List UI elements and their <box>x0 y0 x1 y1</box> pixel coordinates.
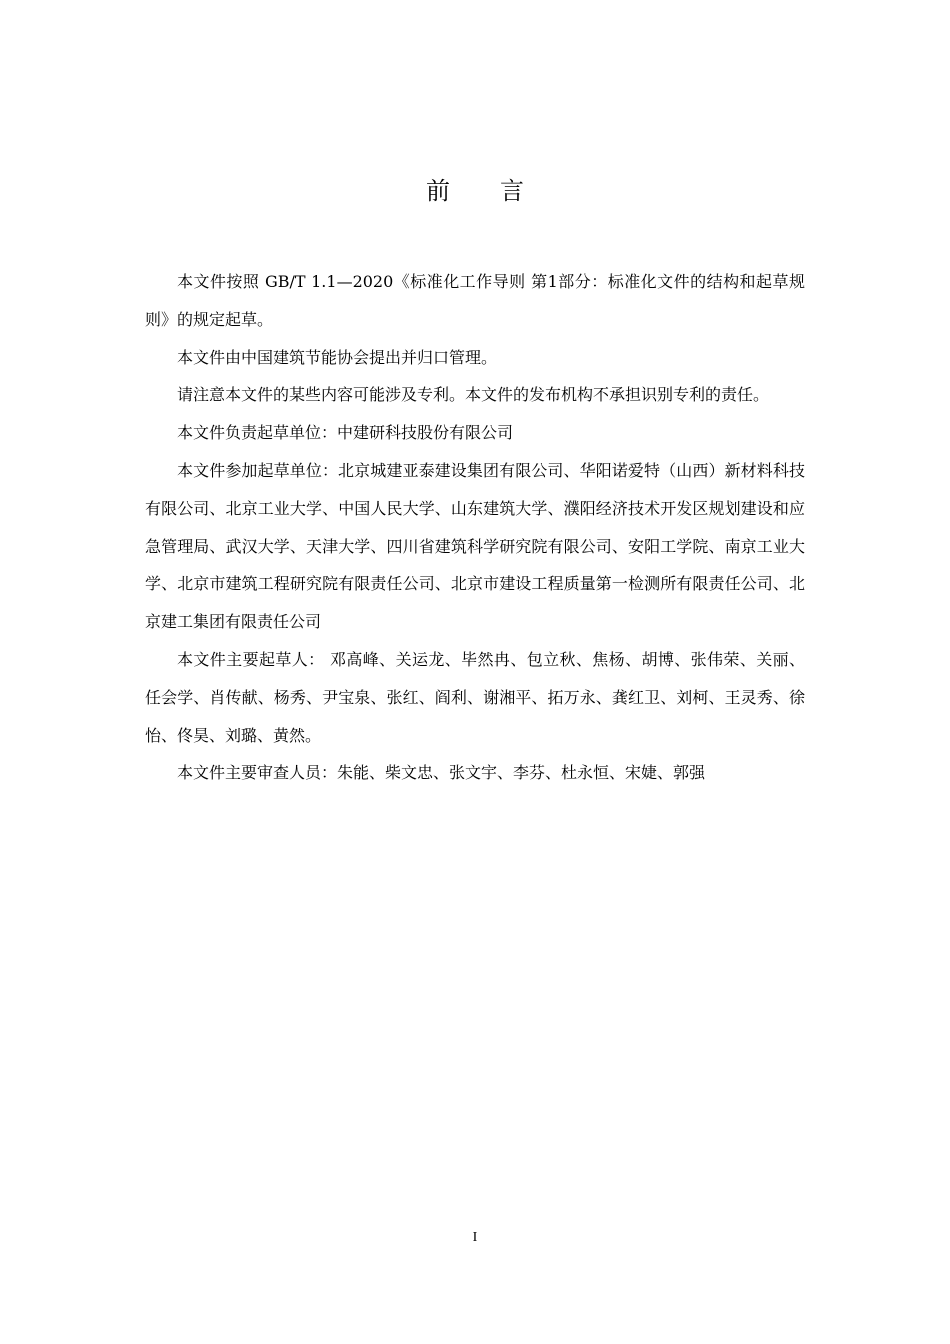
paragraph-participating-drafters: 本文件参加起草单位：北京城建亚泰建设集团有限公司、华阳诺爱特（山西）新材料科技有限公司、北京工业大学、中国人民大学、山东建筑大学、濮阳经济技术开发区规划建设和应急管理局、武汉大学、天津大学、四川省建筑科学研究院有限公司、安阳工学院、南京工业大学、北京市建筑工程研究院有限责任公司、北京市建设工程质量第一检测所有限责任公司、北京建工集团有限责任公司 <box>145 460 805 632</box>
page-number: I <box>472 1230 478 1245</box>
paragraph-lead-drafter: 本文件负责起草单位：中建研科技股份有限公司 <box>177 423 514 443</box>
title-char-1: 前 <box>426 177 450 205</box>
paragraph-main-drafters: 本文件主要起草人： 邓高峰、关运龙、毕然冉、包立秋、焦杨、胡博、张伟荣、关丽、任会学、肖传献、杨秀、尹宝泉、张红、阎利、谢湘平、拓万永、龚红卫、刘柯、王灵秀、徐怡、佟昊、刘璐、黄然。 <box>145 649 805 745</box>
paragraph-patent-notice: 请注意本文件的某些内容可能涉及专利。本文件的发布机构不承担识别专利的责任。 <box>177 385 770 405</box>
title-char-2: 言 <box>500 177 524 205</box>
page-title <box>0 173 950 209</box>
foreword-body <box>145 263 805 792</box>
paragraph-drafting-rules: 本文件按照 GB/T 1.1—2020《标准化工作导则 第1部分：标准化文件的结构和起草规则》的规定起草。 <box>145 272 805 329</box>
paragraph-proposer: 本文件由中国建筑节能协会提出并归口管理。 <box>177 347 498 367</box>
paragraph-reviewers: 本文件主要审查人员：朱能、柴文忠、张文宇、李芬、杜永恒、宋婕、郭强 <box>177 763 706 783</box>
